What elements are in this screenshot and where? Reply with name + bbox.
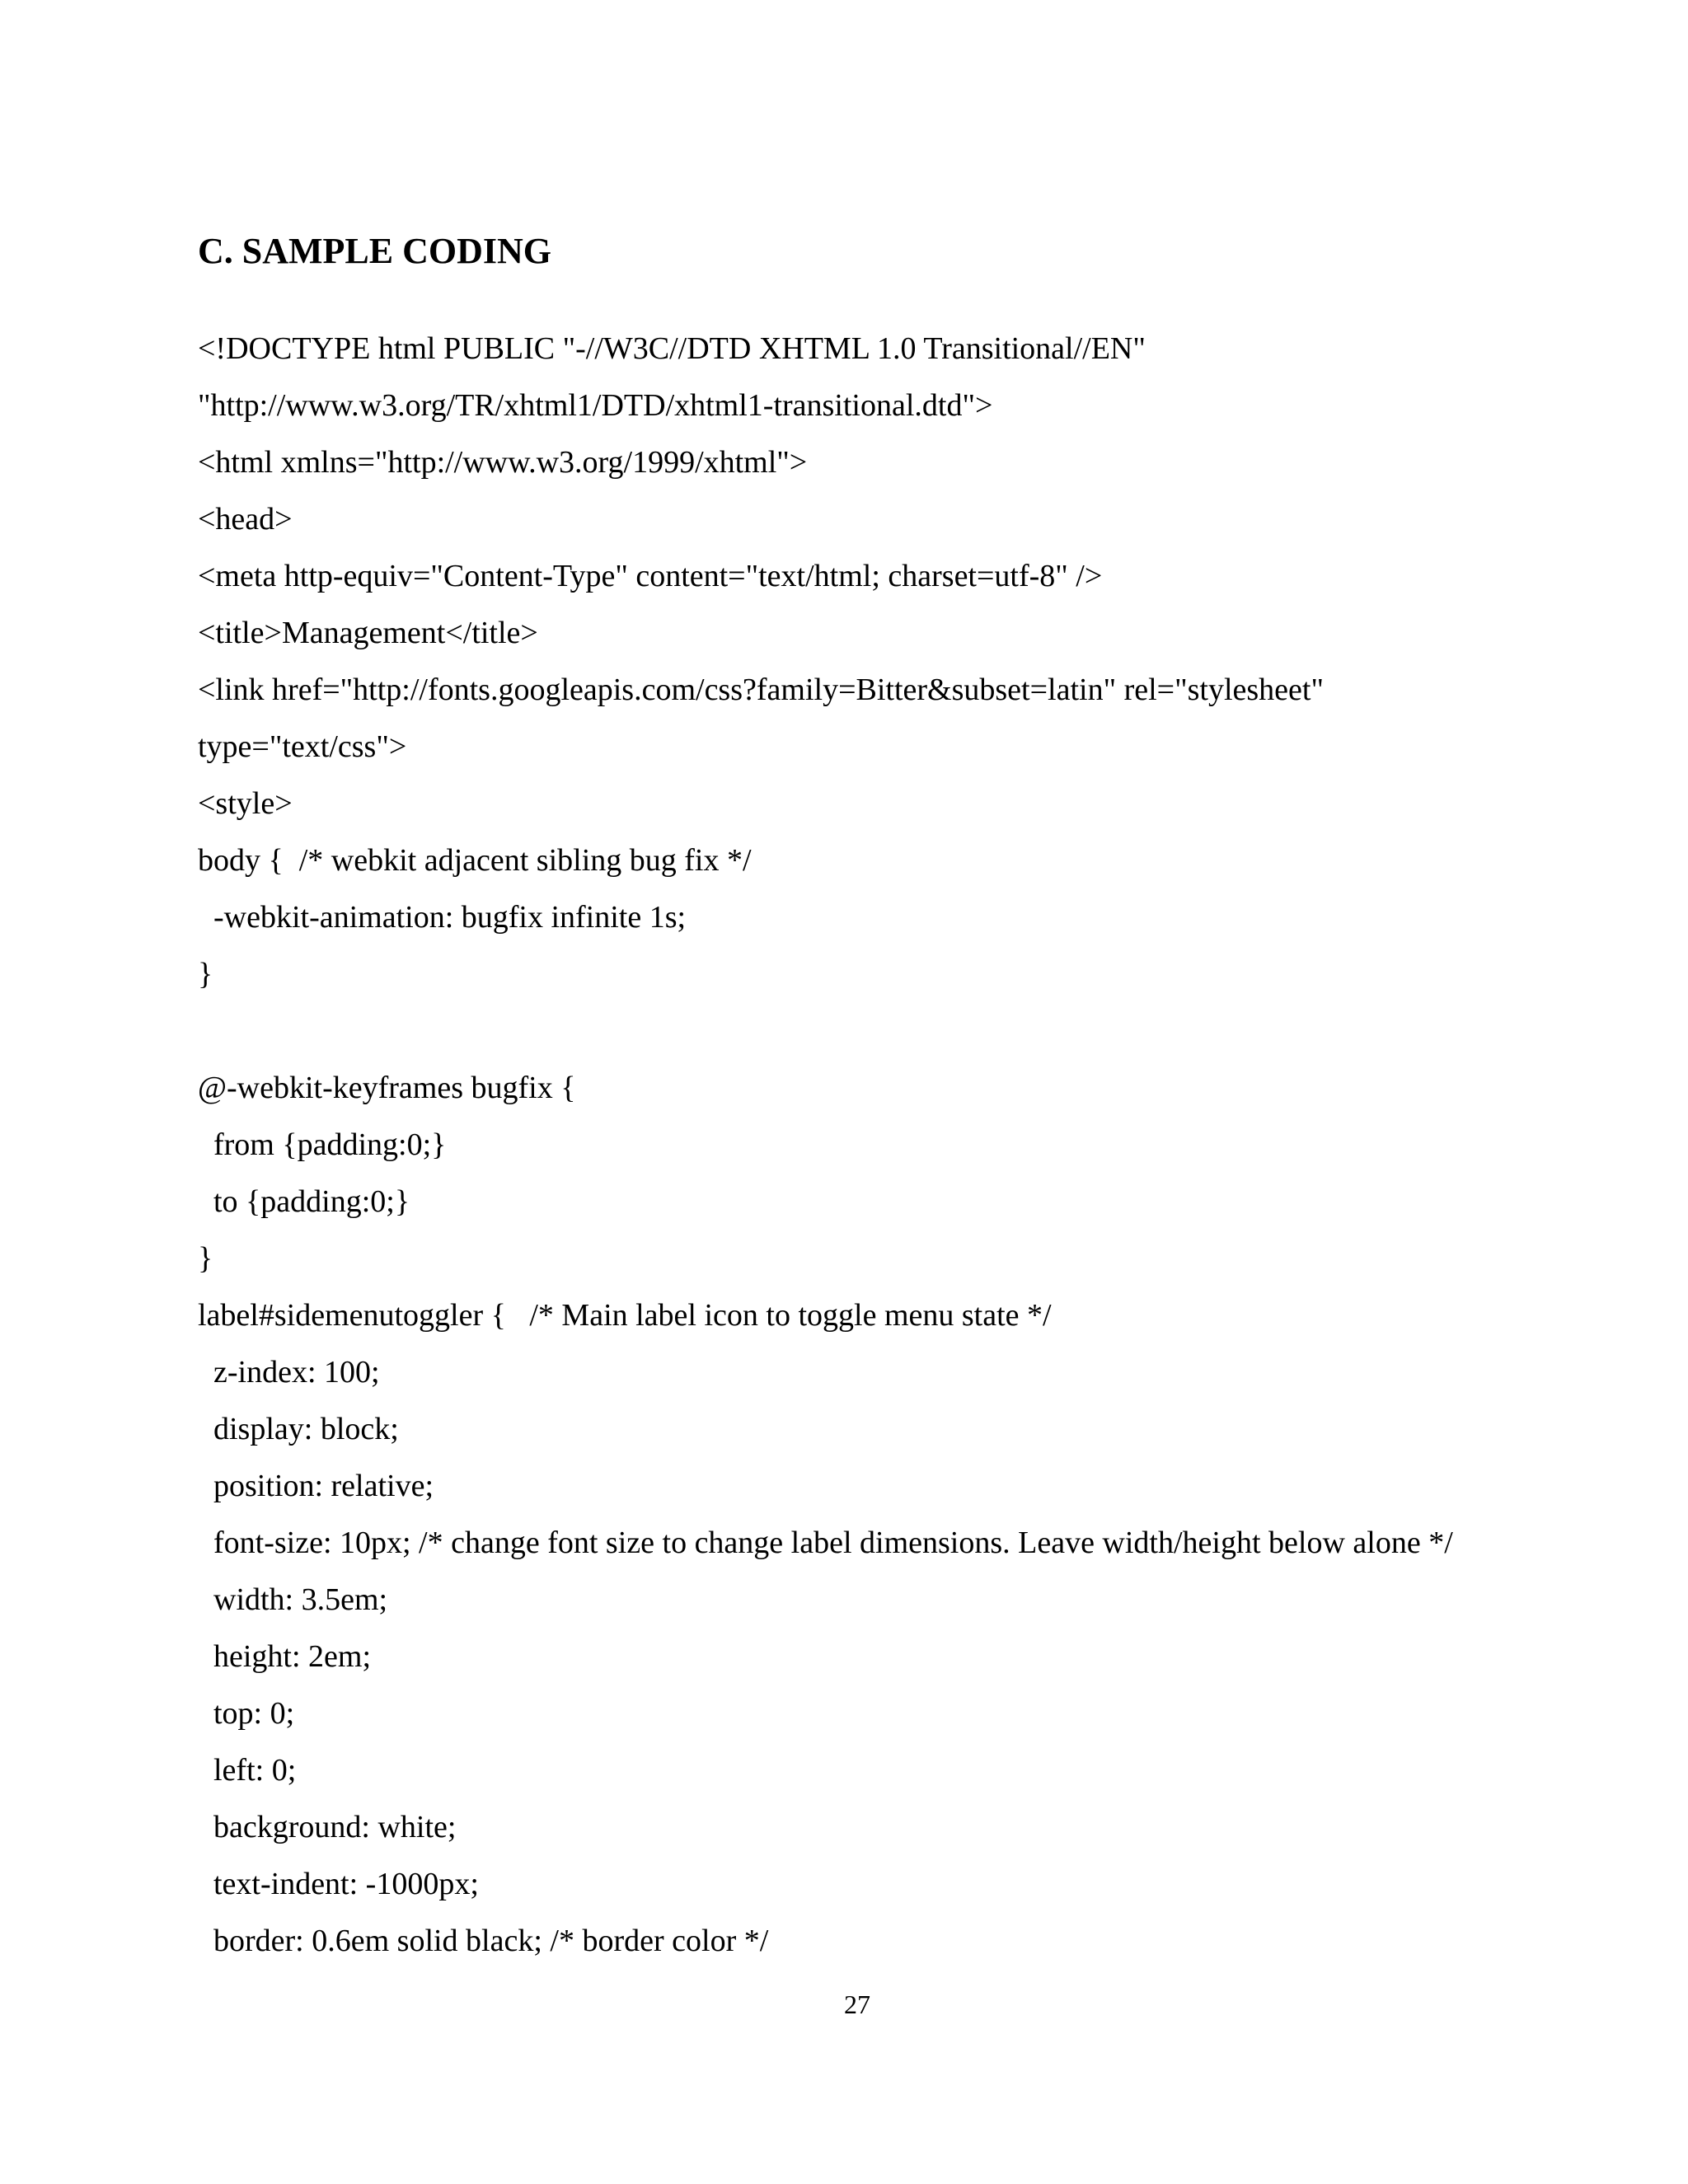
code-line: <link href="http://fonts.googleapis.com/css?family=Bitter&subset=latin" rel="stylesheet" (198, 673, 1324, 707)
code-line: text-indent: -1000px; (198, 1867, 479, 1901)
code-line: font-size: 10px; /* change font size to change label dimensions. Leave width/height below alone */ (198, 1526, 1453, 1560)
code-line: label#sidemenutoggler { /* Main label icon to toggle menu state */ (198, 1298, 1052, 1333)
code-line: display: block; (198, 1412, 399, 1446)
code-line: <html xmlns="http://www.w3.org/1999/xhtml"> (198, 445, 808, 480)
code-line: width: 3.5em; (198, 1582, 388, 1617)
code-line: } (198, 957, 213, 991)
code-line: <style> (198, 786, 293, 821)
code-line: } (198, 1241, 213, 1276)
code-line: <!DOCTYPE html PUBLIC "-//W3C//DTD XHTML 1.0 Transitional//EN" (198, 331, 1146, 366)
code-line: <title>Management</title> (198, 616, 538, 650)
code-line: height: 2em; (198, 1639, 372, 1674)
code-line: type="text/css"> (198, 729, 407, 764)
code-line: @-webkit-keyframes bugfix { (198, 1071, 576, 1105)
code-line: top: 0; (198, 1696, 295, 1731)
code-listing (198, 321, 1599, 1970)
code-line: to {padding:0;} (198, 1184, 410, 1219)
section-heading: C. SAMPLE CODING (198, 231, 552, 271)
code-line: left: 0; (198, 1753, 297, 1788)
code-line: position: relative; (198, 1469, 434, 1503)
code-line: -webkit-animation: bugfix infinite 1s; (198, 900, 687, 935)
code-line: body { /* webkit adjacent sibling bug fix */ (198, 843, 752, 878)
code-line: from {padding:0;} (198, 1127, 447, 1162)
code-line: border: 0.6em solid black; /* border color */ (198, 1924, 769, 1958)
page-number: 27 (844, 1990, 870, 2019)
code-line: z-index: 100; (198, 1355, 380, 1390)
code-line: "http://www.w3.org/TR/xhtml1/DTD/xhtml1-transitional.dtd"> (198, 388, 993, 423)
code-line: background: white; (198, 1810, 457, 1844)
code-line-blank (198, 1003, 1599, 1060)
code-line: <meta http-equiv="Content-Type" content="text/html; charset=utf-8" /> (198, 559, 1103, 593)
code-line: <head> (198, 502, 293, 537)
